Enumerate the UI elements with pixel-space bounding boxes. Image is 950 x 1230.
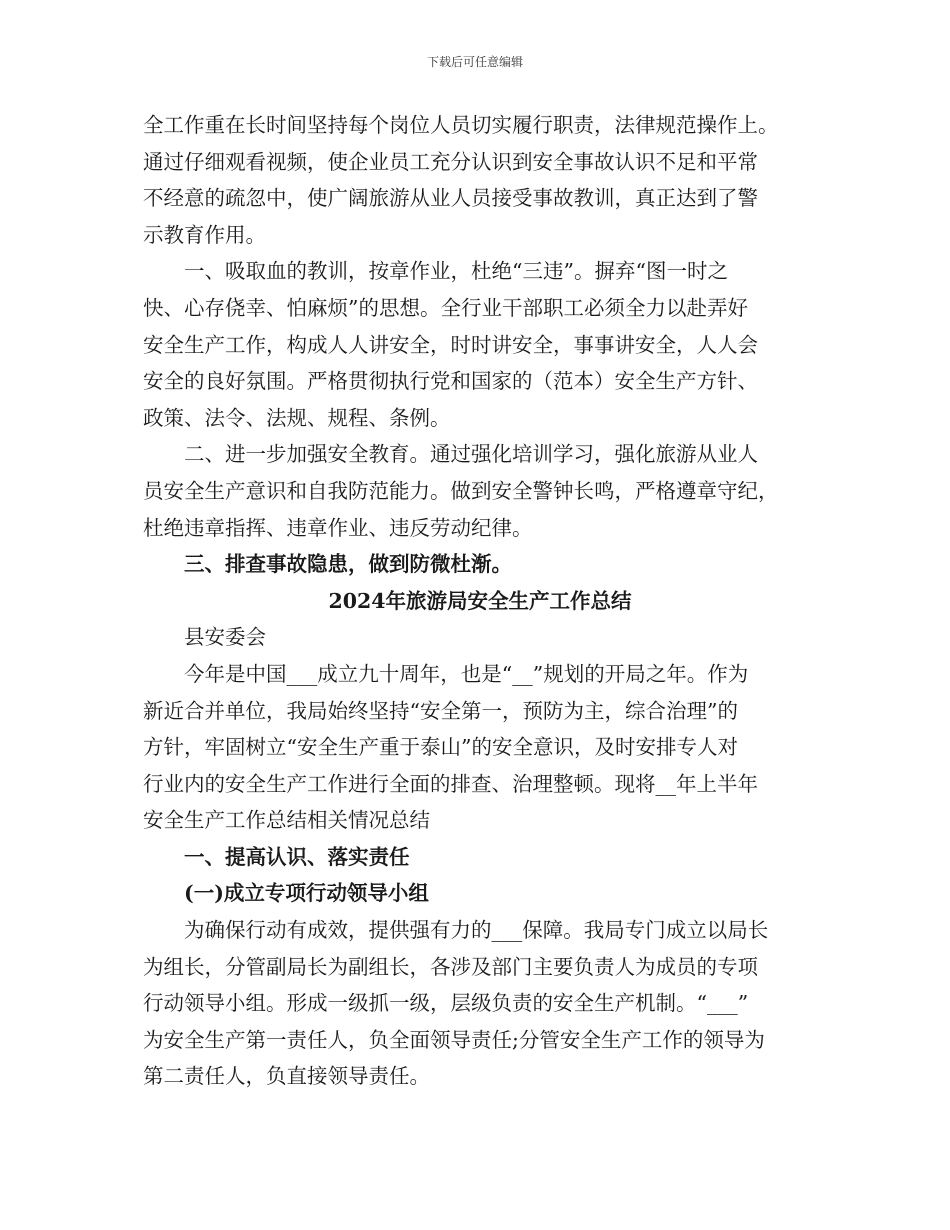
text-line: 一、吸取血的教训，按章作业，杜绝“三违”。摒弃“图一时之 <box>184 259 728 284</box>
text-line: 安全的良好氛围。严格贯彻执行党和国家的（范本）安全生产方针、 <box>143 369 758 394</box>
text-line: 方针，牢固树立“安全生产重于泰山”的安全意识，及时安排专人对 <box>143 735 738 760</box>
document-title: 2024年旅游局安全生产工作总结 <box>328 588 632 613</box>
text-line: 为组长，分管副局长为副组长，各涉及部门主要负责人为成员的专项 <box>143 954 758 979</box>
text-line: 杜绝违章指挥、违章作业、违反劳动纪律。 <box>143 515 533 540</box>
page-header: 下载后可任意编辑 <box>426 55 523 69</box>
text-line: 三、排查事故隐患，做到防微杜渐。 <box>184 552 512 577</box>
text-line: 全工作重在长时间坚持每个岗位人员切实履行职责，法律规范操作上。 <box>143 113 779 137</box>
text-line: 政策、法令、法规、规程、条例。 <box>143 405 451 430</box>
text-line: 安全生产工作，构成人人讲安全，时时讲安全，事事讲安全，人人会 <box>143 332 758 357</box>
text-line: 一、提高认识、落实责任 <box>184 844 410 869</box>
text-line: 不经意的疏忽中，使广阔旅游从业人员接受事故教训，真正达到了警 <box>143 186 758 211</box>
text-line: 安全生产工作总结相关情况总结 <box>143 808 430 833</box>
text-line: 为安全生产第一责任人，负全面领导责任;分管安全生产工作的领导为 <box>143 1027 765 1052</box>
text-line: (一)成立专项行动领导小组 <box>184 881 429 906</box>
text-line: 二、进一步加强安全教育。通过强化培训学习，强化旅游从业人 <box>184 442 758 467</box>
text-line: 行业内的安全生产工作进行全面的排查、治理整顿。现将__年上半年 <box>143 771 758 796</box>
text-line: 新近合并单位，我局始终坚持“安全第一，预防为主，综合治理”的 <box>143 698 738 723</box>
text-line: 示教育作用。 <box>143 222 266 247</box>
text-line: 快、心存侥幸、怕麻烦”的思想。全行业干部职工必须全力以赴弄好 <box>143 295 748 320</box>
text-line: 县安委会 <box>184 625 266 650</box>
text-line: 第二责任人，负直接领导责任。 <box>143 1064 430 1089</box>
text-line: 为确保行动有成效，提供强有力的___保障。我局专门成立以局长 <box>184 918 769 943</box>
text-line: 通过仔细观看视频，使企业员工充分认识到安全事故认识不足和平常 <box>143 149 758 174</box>
text-line: 行动领导小组。形成一级抓一级，层级负责的安全生产机制。“___” <box>143 991 749 1016</box>
document-body <box>143 107 843 1095</box>
text-line: 员安全生产意识和自我防范能力。做到安全警钟长鸣，严格遵章守纪， <box>143 478 779 503</box>
text-line: 今年是中国___成立九十周年，也是“__”规划的开局之年。作为 <box>184 661 749 686</box>
